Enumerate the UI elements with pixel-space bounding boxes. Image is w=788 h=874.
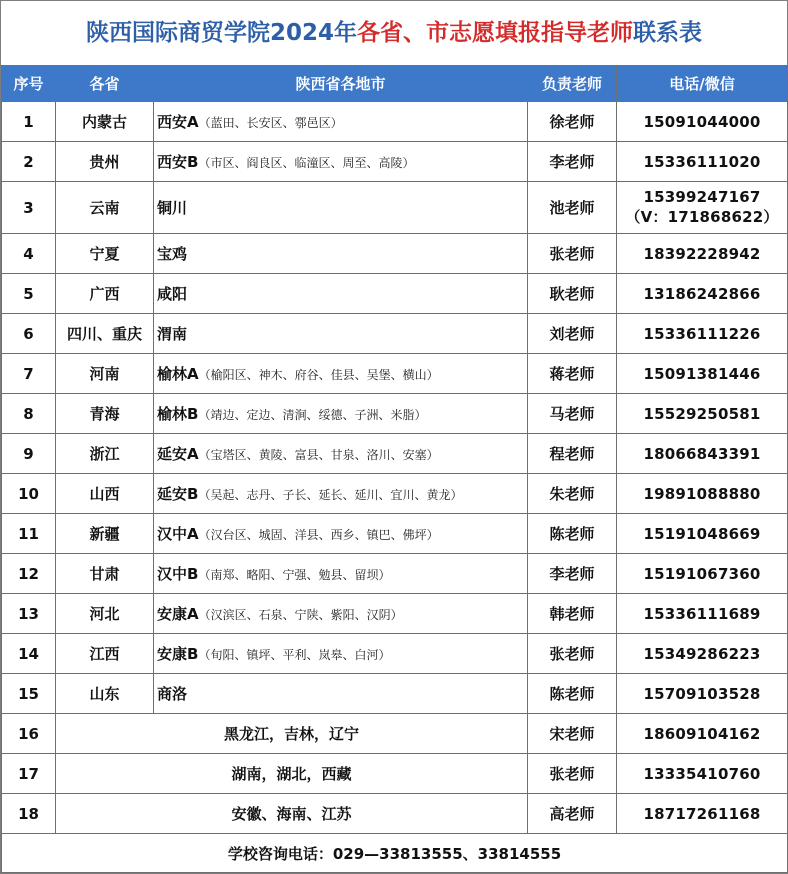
row-number: 9: [2, 434, 56, 474]
city-districts: （旬阳、镇坪、平利、岚皋、白河）: [198, 648, 391, 662]
row-number: 5: [2, 274, 56, 314]
row-province: 河北: [56, 594, 154, 634]
row-phone: 18609104162: [617, 714, 788, 754]
phone-number: 15349286223: [643, 644, 761, 663]
row-city: [154, 634, 528, 674]
row-phone: [617, 674, 788, 714]
phone-number: 15091044000: [643, 112, 761, 131]
city-name: 铜川: [157, 199, 188, 217]
city-name: 延安B: [157, 485, 199, 503]
row-phone: 18717261168: [617, 794, 788, 834]
header-teacher: 负责老师: [528, 66, 617, 102]
row-number: 13: [2, 594, 56, 634]
row-number: 16: [2, 714, 56, 754]
row-number: 12: [2, 554, 56, 594]
row-provinces-merged: 湖南，湖北，西藏: [56, 754, 528, 794]
row-teacher: 池老师: [528, 182, 617, 234]
row-province: 贵州: [56, 142, 154, 182]
row-number: 18: [2, 794, 56, 834]
table-row: [2, 674, 788, 714]
row-city: [154, 434, 528, 474]
row-teacher: 李老师: [528, 554, 617, 594]
row-phone: [617, 182, 788, 234]
row-phone: [617, 594, 788, 634]
row-teacher: 程老师: [528, 434, 617, 474]
city-name: 安康A: [157, 605, 199, 623]
row-teacher: 马老师: [528, 394, 617, 434]
row-phone: [617, 554, 788, 594]
row-city: [154, 182, 528, 234]
city-name: 咸阳: [157, 285, 188, 303]
row-provinces-merged: 安徽、海南、江苏: [56, 794, 528, 834]
phone-number: 15191048669: [643, 524, 761, 543]
header-city: 陕西省各地市: [154, 66, 528, 102]
row-city: [154, 394, 528, 434]
table-row: [2, 754, 788, 794]
phone-number: 15091381446: [643, 364, 761, 383]
city-name: 榆林A: [157, 365, 199, 383]
row-province: 青海: [56, 394, 154, 434]
city-name: 西安B: [157, 153, 199, 171]
row-teacher: 张老师: [528, 754, 617, 794]
row-teacher: 李老师: [528, 142, 617, 182]
table-row: [2, 182, 788, 234]
row-phone: [617, 474, 788, 514]
table-row: [2, 274, 788, 314]
row-city: [154, 234, 528, 274]
row-teacher: 徐老师: [528, 102, 617, 142]
row-teacher: 张老师: [528, 634, 617, 674]
row-phone: [617, 142, 788, 182]
row-province: 广西: [56, 274, 154, 314]
city-districts: （靖边、定边、清涧、绥德、子洲、米脂）: [198, 408, 427, 422]
table-row: [2, 142, 788, 182]
header-phone: 电话/微信: [617, 66, 788, 102]
phone-number: 15336111689: [643, 604, 761, 623]
row-phone: [617, 314, 788, 354]
row-province: 河南: [56, 354, 154, 394]
header-province: 各省: [56, 66, 154, 102]
city-name: 安康B: [157, 645, 199, 663]
phone-number: 15399247167: [643, 188, 761, 206]
row-city: [154, 142, 528, 182]
title-part-3: 联系表: [633, 20, 702, 46]
row-number: 6: [2, 314, 56, 354]
row-province: 山东: [56, 674, 154, 714]
table-body: [2, 102, 788, 834]
table-row: [2, 394, 788, 434]
city-districts: （市区、阎良区、临潼区、周至、高陵）: [198, 156, 415, 170]
row-city: [154, 674, 528, 714]
city-name: 西安A: [157, 113, 199, 131]
table-row: [2, 514, 788, 554]
row-teacher: 高老师: [528, 794, 617, 834]
title-part-2: 各省、市志愿填报指导老师: [357, 20, 633, 46]
row-provinces-merged: 黑龙江，吉林，辽宁: [56, 714, 528, 754]
row-province: 宁夏: [56, 234, 154, 274]
table-header-row: [2, 66, 788, 102]
school-contact-phone: 学校咨询电话：029—33813555、33814555: [2, 834, 788, 873]
row-phone: [617, 394, 788, 434]
wechat-id: （V：171868622）: [625, 208, 779, 226]
row-teacher: 耿老师: [528, 274, 617, 314]
city-name: 榆林B: [157, 405, 199, 423]
header-number: 序号: [2, 66, 56, 102]
row-number: 14: [2, 634, 56, 674]
row-province: 浙江: [56, 434, 154, 474]
row-province: 云南: [56, 182, 154, 234]
row-phone: [617, 434, 788, 474]
table-row: [2, 234, 788, 274]
row-phone: [617, 274, 788, 314]
row-city: [154, 102, 528, 142]
phone-number: 15529250581: [643, 404, 761, 423]
row-city: [154, 314, 528, 354]
city-districts: （榆阳区、神木、府谷、佳县、吴堡、横山）: [198, 368, 439, 382]
phone-number: 15191067360: [643, 564, 761, 583]
row-phone: 13335410760: [617, 754, 788, 794]
city-name: 延安A: [157, 445, 199, 463]
row-teacher: 刘老师: [528, 314, 617, 354]
row-province: 新疆: [56, 514, 154, 554]
city-name: 汉中A: [157, 525, 199, 543]
row-number: 11: [2, 514, 56, 554]
row-teacher: 朱老师: [528, 474, 617, 514]
row-city: [154, 594, 528, 634]
city-districts: （吴起、志丹、子长、延长、延川、宜川、黄龙）: [198, 488, 463, 502]
row-province: 内蒙古: [56, 102, 154, 142]
table-row: [2, 102, 788, 142]
row-city: [154, 474, 528, 514]
row-number: 7: [2, 354, 56, 394]
row-number: 15: [2, 674, 56, 714]
table-row: [2, 634, 788, 674]
row-teacher: 宋老师: [528, 714, 617, 754]
row-province: 四川、重庆: [56, 314, 154, 354]
title-part-1: 陕西国际商贸学院2024年: [85, 20, 357, 46]
phone-number: 15709103528: [643, 684, 761, 703]
row-province: 江西: [56, 634, 154, 674]
row-number: 2: [2, 142, 56, 182]
row-number: 3: [2, 182, 56, 234]
city-districts: （汉滨区、石泉、宁陕、紫阳、汉阴）: [198, 608, 403, 622]
table-row: [2, 354, 788, 394]
table-row: [2, 794, 788, 834]
table-row: [2, 594, 788, 634]
phone-number: 15336111226: [643, 324, 761, 343]
city-name: 汉中B: [157, 565, 199, 583]
phone-number: 18066843391: [643, 444, 761, 463]
page-title: [1, 1, 787, 65]
city-districts: （蓝田、长安区、鄠邑区）: [198, 116, 343, 130]
city-districts: （南郑、略阳、宁强、勉县、留坝）: [198, 568, 391, 582]
row-teacher: 张老师: [528, 234, 617, 274]
row-city: [154, 354, 528, 394]
row-phone: [617, 514, 788, 554]
row-teacher: 韩老师: [528, 594, 617, 634]
table-row: [2, 554, 788, 594]
row-teacher: 陈老师: [528, 674, 617, 714]
city-name: 商洛: [157, 685, 188, 703]
city-name: 宝鸡: [157, 245, 188, 263]
city-districts: （宝塔区、黄陵、富县、甘泉、洛川、安塞）: [198, 448, 439, 462]
row-city: [154, 554, 528, 594]
row-teacher: 陈老师: [528, 514, 617, 554]
row-phone: [617, 102, 788, 142]
row-phone: [617, 354, 788, 394]
contact-table: [1, 65, 788, 873]
row-province: 甘肃: [56, 554, 154, 594]
row-number: 8: [2, 394, 56, 434]
row-number: 1: [2, 102, 56, 142]
table-row: [2, 314, 788, 354]
table-row: [2, 474, 788, 514]
row-number: 10: [2, 474, 56, 514]
phone-number: 13186242866: [643, 284, 761, 303]
phone-number: 19891088880: [643, 484, 761, 503]
city-name: 渭南: [157, 325, 188, 343]
footer-row: [2, 834, 788, 873]
row-city: [154, 514, 528, 554]
row-number: 17: [2, 754, 56, 794]
row-city: [154, 274, 528, 314]
table-row: [2, 714, 788, 754]
city-districts: （汉台区、城固、洋县、西乡、镇巴、佛坪）: [198, 528, 439, 542]
row-phone: [617, 634, 788, 674]
table-row: [2, 434, 788, 474]
phone-number: 18392228942: [643, 244, 761, 263]
row-phone: [617, 234, 788, 274]
row-teacher: 蒋老师: [528, 354, 617, 394]
row-number: 4: [2, 234, 56, 274]
phone-number: 15336111020: [643, 152, 761, 171]
row-province: 山西: [56, 474, 154, 514]
